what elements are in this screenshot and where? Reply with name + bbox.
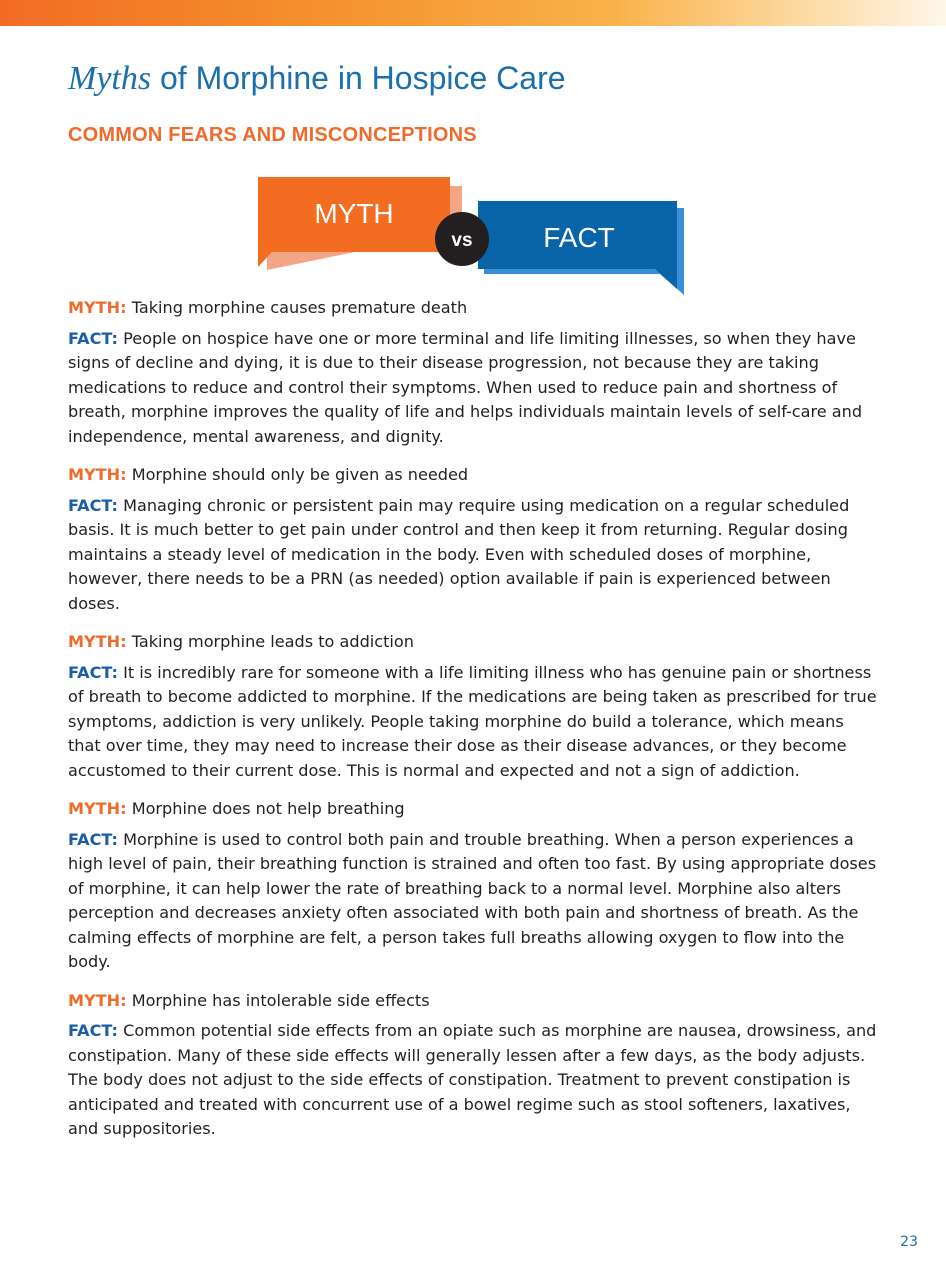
page-title-italic: Myths [68,60,152,97]
fact-text: People on hospice have one or more terminal and life limiting illnesses, so when they have signs of decline and dying, it is due to their disease progression, not because they are taking medications to reduce and control their symptoms. When used to reduce pain and shortness of breath, morphine improves the quality of life and helps individuals maintain levels of self-care and independence, mental awareness, and dignity. [68,328,863,446]
fact-statement [68,327,880,450]
myth-label-tag: MYTH: [68,298,127,317]
myth-label: MYTH [314,198,394,229]
page-number: 23 [900,1234,918,1250]
top-gradient-bar [0,0,946,26]
myth-fact-list [68,296,880,1156]
fact-label-tag: FACT: [68,662,118,682]
myth-text: Morphine should only be given as needed [131,465,469,484]
fact-label-tag: FACT: [68,829,118,849]
fact-statement [68,494,880,617]
myth-vs-fact-graphic [250,170,690,305]
fact-label-tag: FACT: [68,1021,118,1040]
myth-fact-entry [68,296,880,449]
myth-fact-entry [68,797,880,975]
section-subtitle: COMMON FEARS AND MISCONCEPTIONS [68,124,477,146]
page-title-rest: of Morphine in Hospice Care [151,60,566,96]
fact-statement [68,1019,880,1142]
myth-label-tag: MYTH: [68,990,127,1010]
myth-statement [68,463,880,488]
myth-fact-entry [68,463,880,616]
myth-fact-entry [68,989,880,1142]
fact-statement [68,661,880,784]
myth-statement [68,296,880,321]
myth-label-tag: MYTH: [68,799,127,818]
myth-statement [68,989,880,1014]
fact-label: FACT [543,222,615,253]
fact-statement [68,828,880,975]
myth-label-tag: MYTH: [68,632,127,651]
myth-fact-entry [68,630,880,783]
fact-text: Common potential side effects from an opiate such as morphine are nausea, drowsiness, and constipation. Many of these side effects will generally lessen after a few days, as the body adjusts. The body does not adjust to the side effects of constipation. Treatment to prevent constipation is anticipated and treated with concurrent use of a bowel regime such as stool softeners, laxatives, and suppositories. [68,1021,877,1138]
fact-label-tag: FACT: [68,328,118,348]
myth-label-tag: MYTH: [68,465,127,484]
vs-label: vs [451,230,473,251]
myth-statement [68,797,880,822]
fact-text: It is incredibly rare for someone with a life limiting illness who has genuine pain or shortness of breath to become addicted to morphine. If the medications are being taken as prescribed for true symptoms, addiction is very unlikely. People taking morphine do build a tolerance, which means that over time, they may need to increase their dose as their disease advances, or they become accustomed to their current dose. This is normal and expected and not a sign of addiction. [68,662,877,780]
myth-statement [68,630,880,655]
fact-text: Morphine is used to control both pain and trouble breathing. When a person experiences a high level of pain, their breathing function is strained and often too fast. By using appropriate doses of morphine, it can help lower the rate of breathing back to a normal level. Morphine also alters perception and decreases anxiety often associated with both pain and shortness of breath. As the calming effects of morphine are felt, a person takes full breaths allowing oxygen to flow into the body. [68,829,877,971]
myth-text: Morphine does not help breathing [131,799,405,818]
myth-text: Taking morphine leads to addiction [131,632,414,651]
myth-text: Taking morphine causes premature death [131,298,468,317]
page-title [68,60,566,98]
myth-text: Morphine has intolerable side effects [131,990,430,1010]
fact-label-tag: FACT: [68,495,118,515]
fact-text: Managing chronic or persistent pain may require using medication on a regular scheduled basis. It is much better to get pain under control and then keep it from returning. Regular dosing maintains a steady level of medication in the body. Even with scheduled doses of morphine, however, there needs to be a PRN (as needed) option available if pain is experienced between doses. [68,495,850,613]
